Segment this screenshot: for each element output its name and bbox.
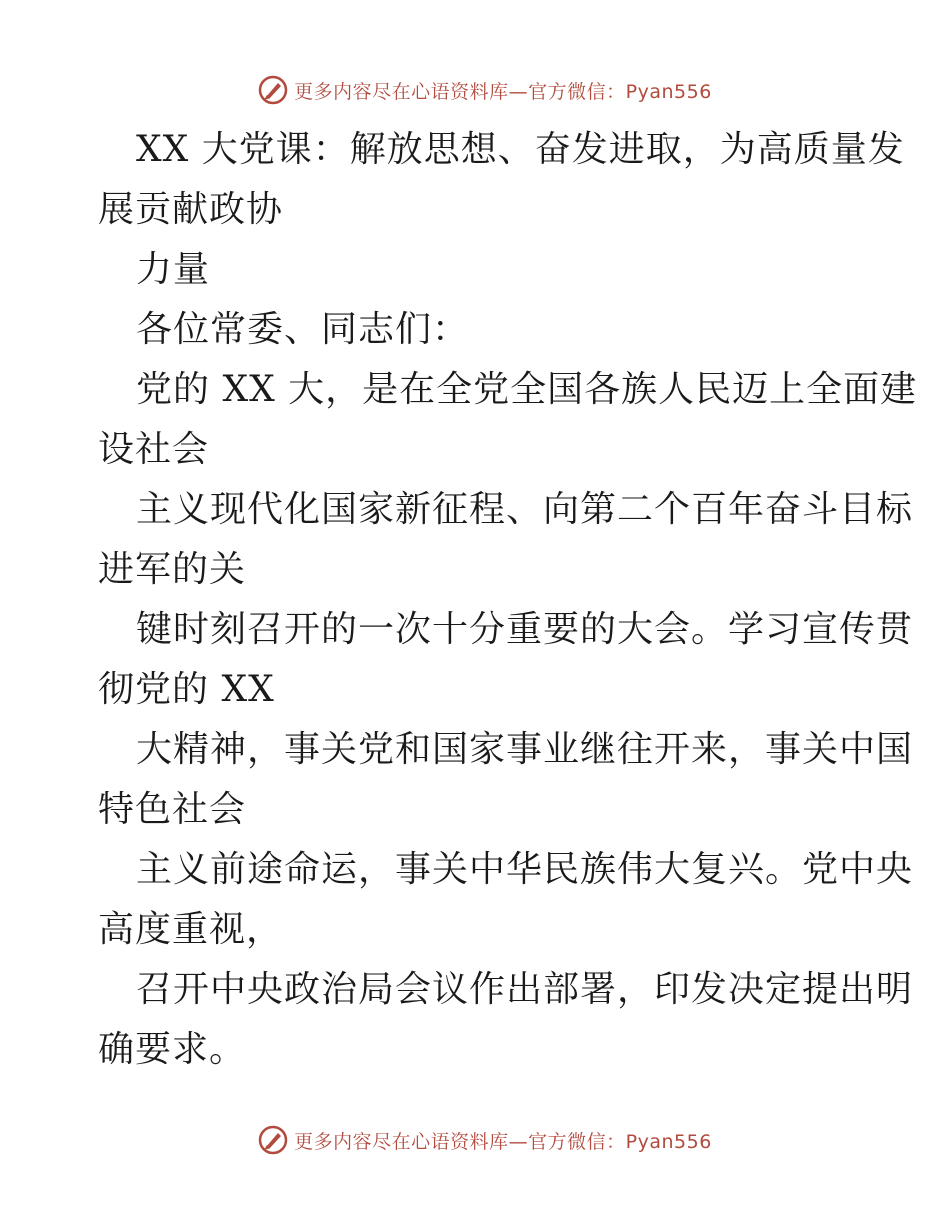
document-line: 主义现代化国家新征程、向第二个百年奋斗目标 (136, 489, 914, 530)
document-line: 特色社会 (98, 789, 247, 830)
watermark-text: 更多内容尽在心语资料库—官方微信：Pyan556 (294, 1130, 712, 1153)
document-line: 大精神，事关党和国家事业继往开来，事关中国 (136, 729, 914, 770)
document-line: 彻党的 XX (98, 669, 275, 710)
document-body (98, 120, 918, 1080)
document-line: 力量 (136, 249, 211, 290)
footer-watermark (0, 1120, 950, 1160)
document-line: 党的 XX 大，是在全党全国各族人民迈上全面建 (136, 369, 918, 410)
watermark-text: 更多内容尽在心语资料库—官方微信：Pyan556 (294, 80, 712, 103)
document-line: 高度重视， (98, 909, 284, 950)
document-line: 键时刻召开的一次十分重要的大会。学习宣传贯 (136, 609, 914, 650)
document-line: 确要求。 (98, 1029, 247, 1070)
watermark-group (258, 1125, 712, 1155)
document-line: 各位常委、同志们： (136, 309, 470, 350)
header-watermark (0, 70, 950, 110)
document-line: 主义前途命运，事关中华民族伟大复兴。党中央 (136, 849, 914, 890)
document-line: 进军的关 (98, 549, 247, 590)
pen-logo-icon (258, 1125, 288, 1155)
document-line: 展贡献政协 (98, 189, 284, 230)
pen-logo-icon (258, 75, 288, 105)
document-line: 设社会 (98, 429, 210, 470)
document-line: 召开中央政治局会议作出部署，印发决定提出明 (136, 969, 914, 1010)
watermark-group (258, 75, 712, 105)
document-line: XX 大党课：解放思想、奋发进取，为高质量发 (136, 129, 905, 170)
